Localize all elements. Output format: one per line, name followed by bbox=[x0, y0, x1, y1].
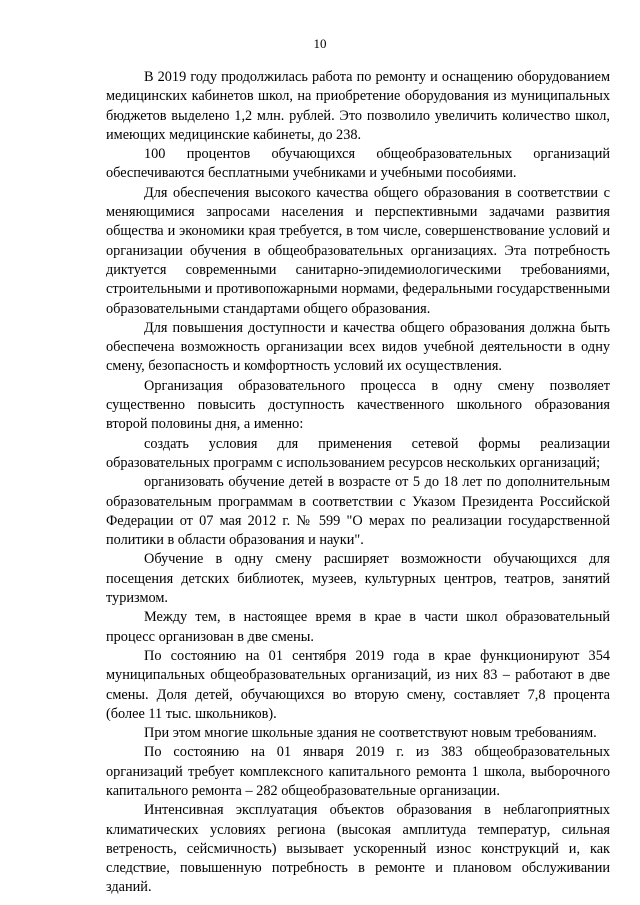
paragraph-climate-wear: Интенсивная эксплуатация объектов образования в неблагоприятных климатических условиях региона (высокая амплитуда температур, сильная ветреность, сейсмичность) вызывает ускоренный износ конструкций и, как следствие, повышенную потребность в ремонте и плановом обслуживании зданий. bbox=[106, 802, 610, 896]
paragraph-single-shift-benefits: Обучение в одну смену расширяет возможности обучающихся для посещения детских библиотек, музеев, культурных центров, театров, занятий туризмом. bbox=[106, 551, 610, 607]
paragraph-network-programs: создать условия для применения сетевой формы реализации образовательных программ с использованием ресурсов нескольких организаций; bbox=[106, 435, 610, 471]
paragraph-textbooks: 100 процентов обучающихся общеобразовательных организаций обеспечиваются бесплатными учебниками и учебными пособиями. bbox=[106, 146, 610, 182]
paragraph-building-requirements: При этом многие школьные здания не соответствуют новым требованиям. bbox=[144, 725, 597, 742]
paragraph-two-shifts: Между тем, в настоящее время в крае в части школ образовательный процесс организован в две смены. bbox=[106, 609, 610, 645]
paragraph-single-shift: Организация образовательного процесса в одну смену позволяет существенно повысить доступность качественного школьного образования второй половины дня, а именно: bbox=[106, 377, 610, 433]
paragraph-repair-needs: По состоянию на 01 января 2019 г. из 383 общеобразовательных организаций требует комплексного капитального ремонта 1 школа, выборочного капитального ремонта – 282 общеобразовательные организации. bbox=[106, 744, 610, 799]
paragraph-accessibility: Для повышения доступности и качества общего образования должна быть обеспечена возможность организации всех видов учебной деятельности в одну смену, безопасность и комфортность условий их осуществления. bbox=[106, 319, 610, 375]
document-body bbox=[106, 68, 610, 898]
paragraph-additional-education: организовать обучение детей в возрасте от 5 до 18 лет по дополнительным образовательным программам в соответствии с Указом Президента Российской Федерации от 07 мая 2012 г. № 599 "О мерах по реализации государственной политики в области образования и науки". bbox=[106, 474, 610, 549]
paragraph-school-statistics: По состоянию на 01 сентября 2019 года в крае функционируют 354 муниципальных общеобразовательных организаций, из них 83 – работают в две смены. Доля детей, обучающихся во вторую смену, составляет 7,8 процента (более 11 тыс. школьников). bbox=[106, 647, 610, 722]
page-number: 10 bbox=[313, 36, 327, 51]
paragraph-education-quality: Для обеспечения высокого качества общего образования в соответствии с меняющимися запросами населения и перспективными задачами развития общества и экономики края требуется, в том числе, совершенствование условий и организации обучения в общеобразовательных организациях. Эта потребность диктуется современными санитарно-эпидемиологическими требованиями, строительными и противопожарными нормами, федеральными государственными образовательными стандартами общего образования. bbox=[106, 184, 610, 317]
paragraph-medical-rooms: В 2019 году продолжилась работа по ремонту и оснащению оборудованием медицинских кабинетов школ, на приобретение оборудования из муниципальных бюджетов выделено 1,2 млн. рублей. Это позволило увеличить количество школ, имеющих медицинские кабинеты, до 238. bbox=[106, 69, 610, 143]
